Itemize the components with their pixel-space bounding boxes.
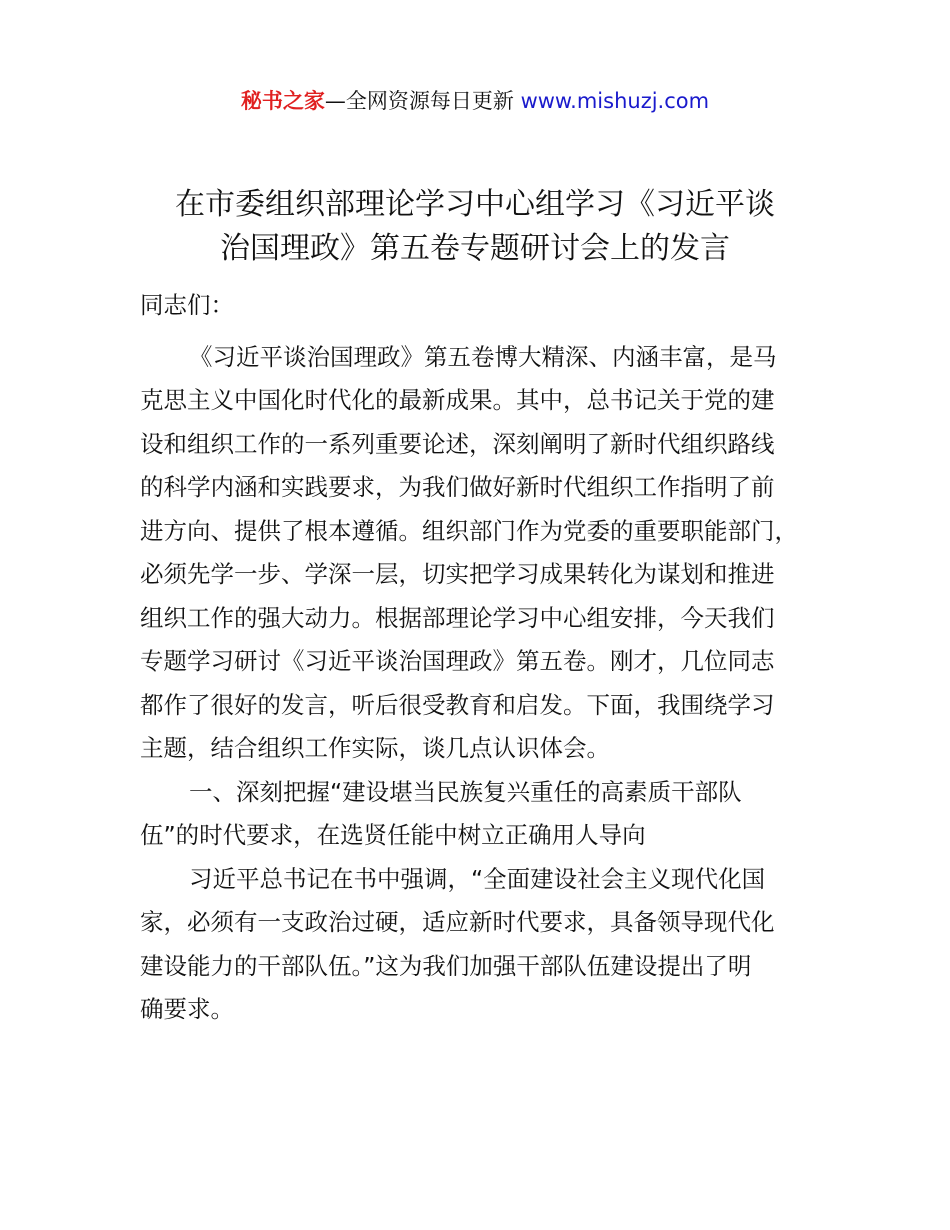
header-slogan: —全网资源每日更新 <box>324 89 521 113</box>
document-title <box>140 183 810 271</box>
paragraph-section-1 <box>140 858 840 1032</box>
website-link[interactable]: www.mishuzj.com <box>520 89 710 113</box>
paragraph-line: 《习近平谈治国理政》第五卷博大精深、内涵丰富，是马 <box>189 342 777 371</box>
paragraph-intro <box>140 336 840 771</box>
document-body <box>140 284 840 1032</box>
paragraph-line: 都作了很好的发言，听后很受教育和启发。下面，我围绕学习 <box>140 690 775 719</box>
title-line-1: 在市委组织部理论学习中心组学习《习近平谈 <box>175 187 775 222</box>
paragraph-line: 设和组织工作的一系列重要论述，深刻阐明了新时代组织路线 <box>140 429 775 458</box>
paragraph-line: 家，必须有一支政治过硬，适应新时代要求，具备领导现代化 <box>140 908 775 936</box>
paragraph-line: 确要求。 <box>140 995 234 1023</box>
title-line-2: 治国理政》第五卷专题研讨会上的发言 <box>220 231 730 266</box>
heading-line: 一、深刻把握“建设堪当民族复兴重任的高素质干部队 <box>189 777 742 806</box>
brand-name: 秘书之家 <box>240 89 325 113</box>
paragraph-line: 习近平总书记在书中强调，“全面建设社会主义现代化国 <box>189 864 766 893</box>
page-header <box>0 86 950 116</box>
salutation: 同志们： <box>140 291 234 319</box>
paragraph-line: 主题，结合组织工作实际，谈几点认识体会。 <box>140 734 610 762</box>
section-heading-1 <box>140 771 840 858</box>
paragraph-line: 专题学习研讨《习近平谈治国理政》第五卷。刚才，几位同志 <box>140 647 775 675</box>
paragraph-line: 组织工作的强大动力。根据部理论学习中心组安排，今天我们 <box>140 603 775 632</box>
paragraph-line: 克思主义中国化时代化的最新成果。其中，总书记关于党的建 <box>140 386 775 414</box>
paragraph-line: 的科学内涵和实践要求，为我们做好新时代组织工作指明了前 <box>140 473 775 501</box>
paragraph-line: 进方向、提供了根本遵循。组织部门作为党委的重要职能部门， <box>140 516 798 545</box>
heading-line: 伍”的时代要求，在选贤任能中树立正确用人导向 <box>140 821 646 849</box>
paragraph-line: 必须先学一步、学深一层，切实把学习成果转化为谋划和推进 <box>140 560 775 588</box>
paragraph-line: 建设能力的干部队伍。”这为我们加强干部队伍建设提出了明 <box>140 951 752 980</box>
